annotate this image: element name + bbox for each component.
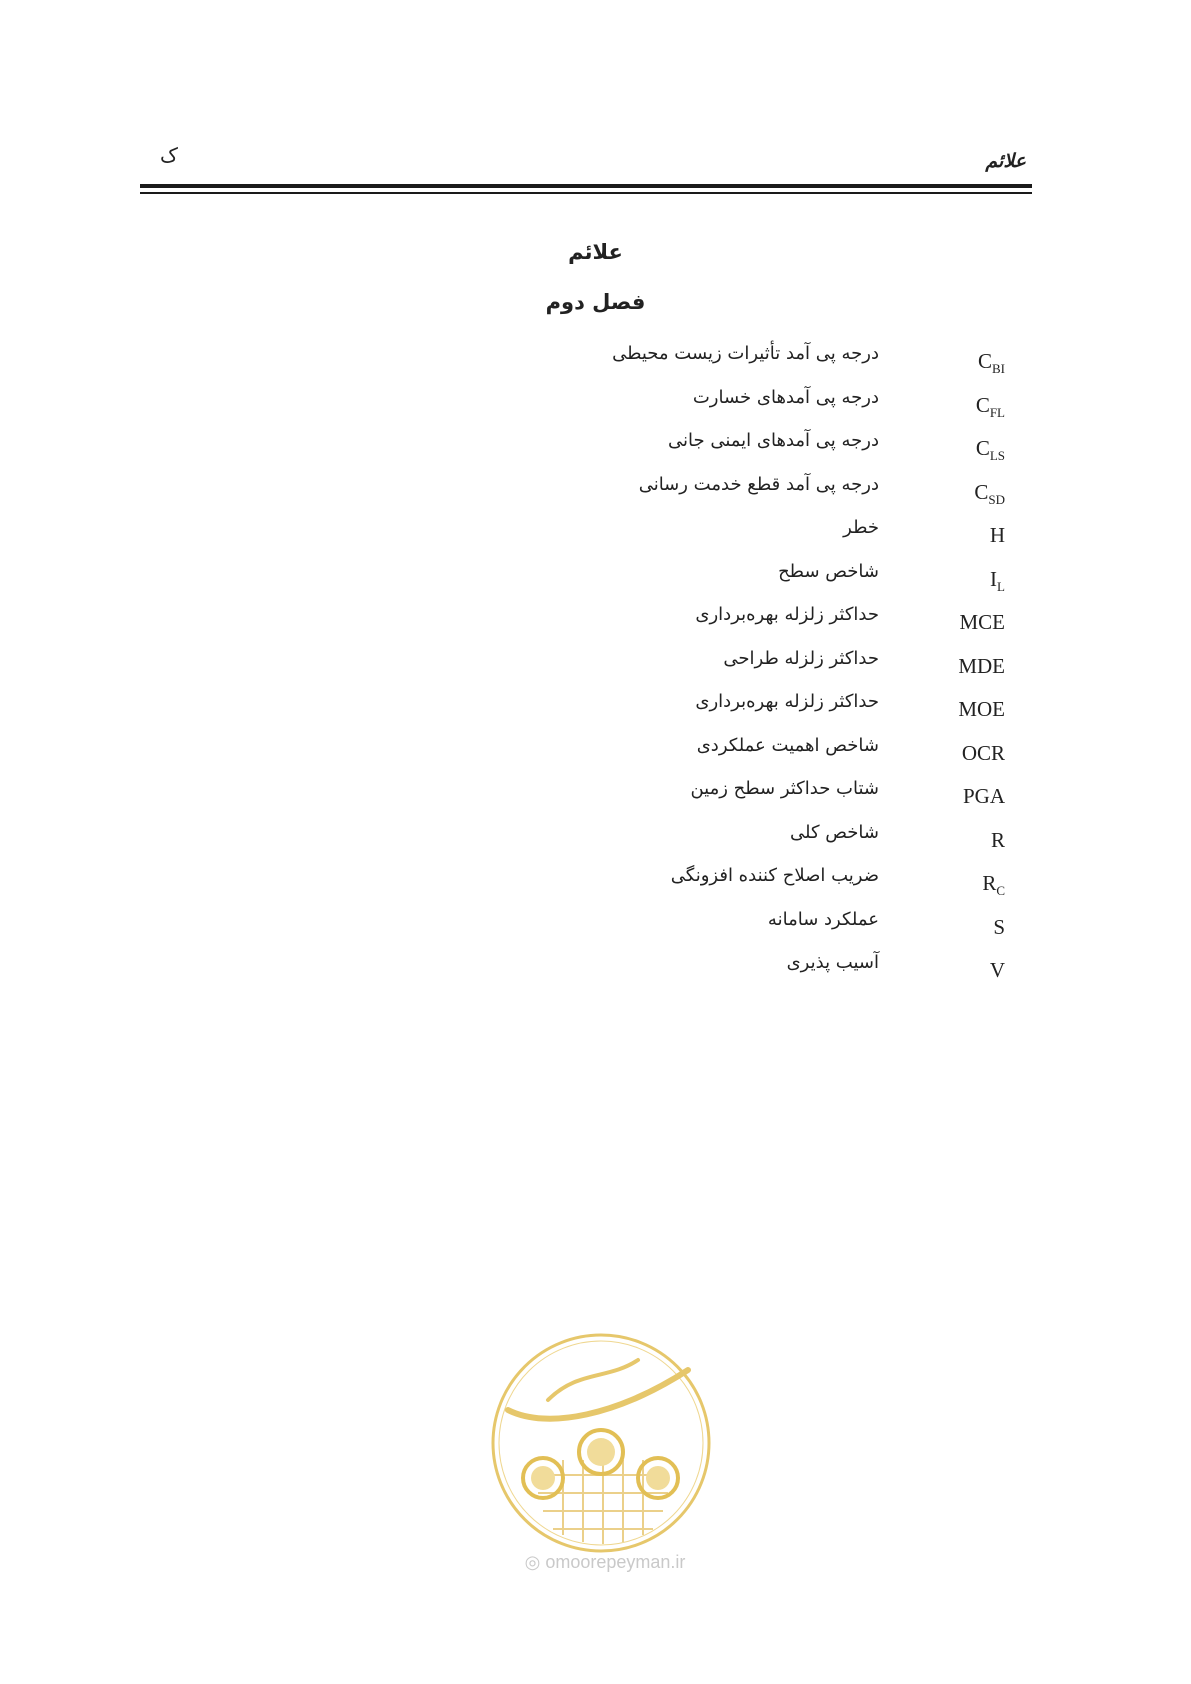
symbol-row: [0, 474, 1191, 514]
symbol-row: [0, 343, 1191, 383]
symbol-subscript: C: [996, 883, 1005, 898]
symbol-base: C: [974, 479, 989, 504]
header-rule-thick: [140, 184, 1032, 188]
symbol-notation: [990, 523, 1005, 548]
watermark-url: ◎ omoorepeyman.ir: [524, 1552, 686, 1572]
symbol-description: ضریب اصلاح کننده افزونگی: [670, 865, 879, 886]
symbol-notation: [990, 567, 1005, 595]
symbol-description: خطر: [843, 517, 879, 538]
symbol-subscript: BI: [992, 361, 1005, 376]
symbol-description: حداکثر زلزله بهره‌برداری: [695, 691, 879, 712]
symbol-row: [0, 909, 1191, 949]
symbol-row: [0, 691, 1191, 731]
symbol-description: حداکثر زلزله بهره‌برداری: [695, 604, 879, 625]
symbol-subscript: LS: [989, 448, 1005, 463]
symbol-notation: [982, 871, 1005, 899]
symbol-description: حداکثر زلزله طراحی: [723, 647, 879, 669]
symbol-description: درجه پی آمد تأثیرات زیست محیطی: [612, 343, 879, 364]
symbol-notation: [958, 697, 1005, 722]
symbol-notation: [962, 741, 1005, 766]
symbol-row: [0, 735, 1191, 775]
symbol-base: C: [975, 436, 990, 460]
symbol-base: MCE: [959, 610, 1005, 634]
page-number-label: ک: [160, 143, 178, 167]
symbol-base: OCR: [961, 740, 1005, 765]
symbol-notation: [976, 436, 1005, 464]
symbol-description: آسیب پذیری: [786, 952, 879, 973]
symbol-notation: [991, 828, 1005, 853]
symbol-description: درجه پی آمدهای ایمنی جانی: [667, 430, 879, 451]
symbol-base: MOE: [958, 697, 1005, 721]
header-rule-thin: [140, 192, 1032, 194]
symbol-notation: [993, 915, 1005, 940]
symbol-row: [0, 865, 1191, 905]
watermark-url-text: omoorepeyman.ir: [545, 1552, 686, 1572]
symbol-notation: [976, 393, 1005, 421]
symbol-base: PGA: [962, 784, 1005, 808]
symbol-row: [0, 561, 1191, 601]
symbol-subscript: L: [997, 578, 1005, 594]
symbol-description: درجه پی آمد قطع خدمت رسانی: [638, 473, 879, 495]
symbol-notation: [963, 784, 1005, 809]
symbol-subscript: SD: [988, 491, 1005, 507]
symbol-subscript: FL: [989, 404, 1005, 420]
symbol-base: C: [975, 392, 990, 417]
symbol-row: [0, 387, 1191, 427]
symbol-row: [0, 778, 1191, 818]
symbol-base: S: [993, 914, 1005, 939]
symbol-row: [0, 648, 1191, 688]
symbol-description: شتاب حداکثر سطح زمین: [690, 778, 879, 799]
symbol-base: R: [982, 871, 997, 895]
symbol-row: [0, 517, 1191, 557]
symbol-base: C: [977, 349, 992, 373]
symbol-row: [0, 952, 1191, 992]
watermark-logo: [488, 1330, 714, 1556]
symbol-description: شاخص اهمیت عملکردی: [696, 734, 879, 756]
symbol-description: درجه پی آمدهای خسارت: [692, 386, 879, 408]
symbol-notation: [959, 610, 1005, 635]
symbol-description: شاخص سطح: [778, 560, 879, 582]
symbol-notation: [958, 654, 1005, 679]
symbol-notation: [990, 958, 1005, 983]
symbol-base: H: [989, 523, 1005, 547]
symbol-row: [0, 430, 1191, 470]
symbol-description: عملکرد سامانه: [767, 908, 879, 930]
symbol-row: [0, 604, 1191, 644]
symbol-base: R: [990, 827, 1005, 852]
symbol-base: MDE: [958, 653, 1005, 678]
chapter-heading: فصل دوم: [545, 290, 646, 314]
symbol-base: V: [989, 958, 1005, 982]
symbol-base: I: [990, 566, 998, 591]
symbol-description: شاخص کلی: [790, 821, 879, 843]
symbol-row: [0, 822, 1191, 862]
running-header-title: علائم: [985, 150, 1026, 172]
symbol-notation: [978, 349, 1005, 377]
page-title: علائم: [568, 240, 623, 264]
symbol-notation: [974, 480, 1005, 508]
